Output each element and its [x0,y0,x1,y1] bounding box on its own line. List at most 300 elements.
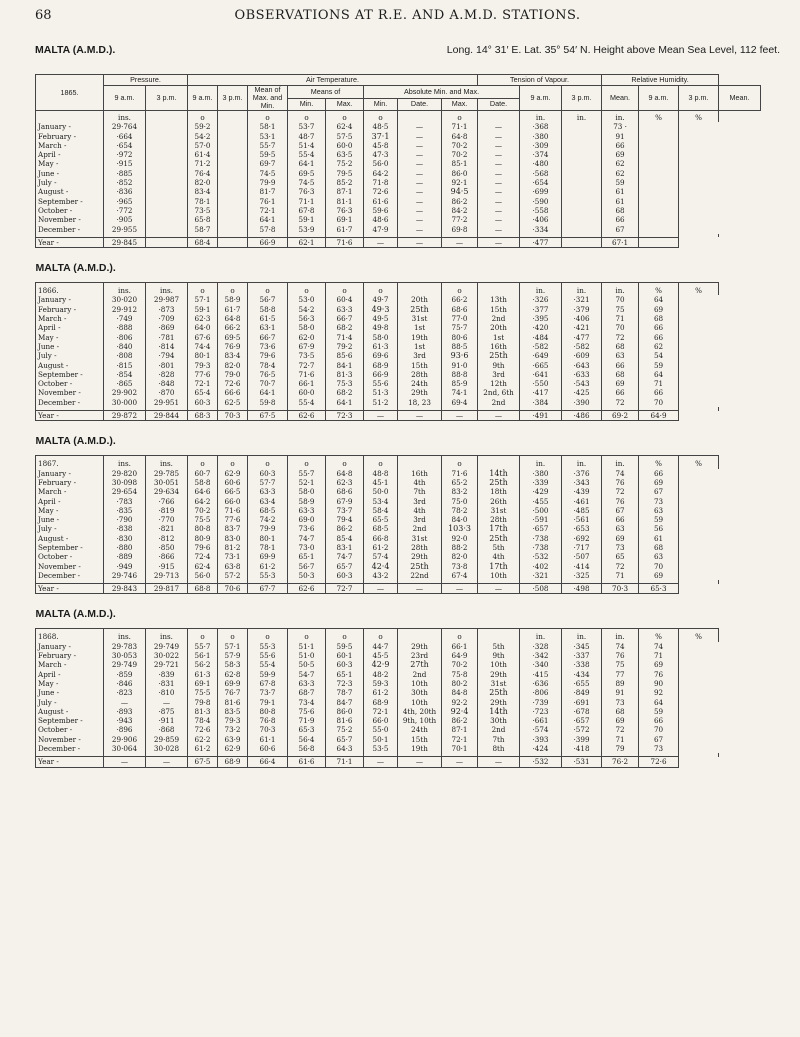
humidity-pm-header: 3 p.m. [679,86,719,111]
data-cell [146,159,188,168]
data-cell: 76·8 [248,716,288,725]
total-cell: 29·843 [104,584,146,594]
data-cell: 29·955 [104,225,146,234]
unit-cell: % [679,632,719,641]
data-cell: ·770 [146,515,188,524]
data-cell: ·402 [520,562,562,571]
data-cell: 75·5 [188,688,218,697]
table-row [36,122,780,131]
data-cell: 45·8 [364,141,398,150]
data-cell: 29·713 [146,571,188,580]
total-cell: ·531 [562,757,602,767]
data-cell: ·868 [146,725,188,734]
total-cell: — [442,237,478,247]
total-cell [218,237,248,247]
data-cell: ·749 [104,314,146,323]
data-cell: 23rd [398,651,442,660]
data-cell: 77 [602,670,639,679]
data-cell: 89 [602,679,639,688]
data-cell: 59·2 [188,122,218,131]
data-cell: 16th [478,342,520,351]
table-body [36,111,780,768]
table-row [36,562,780,571]
data-cell: — [398,132,442,141]
total-cell: 67·1 [602,237,639,247]
unit-cell: ins. [146,632,188,641]
data-cell: ·840 [104,342,146,351]
data-cell: 75·3 [326,379,364,388]
data-cell: ·636 [520,679,562,688]
data-cell: 30th [398,688,442,697]
data-cell: 60·6 [248,744,288,753]
data-cell: 79·3 [218,716,248,725]
table-row [36,716,780,725]
data-cell: 76 [602,651,639,660]
data-cell: 60·3 [326,571,364,580]
data-cell: 58·8 [248,305,288,314]
total-cell: — [364,757,398,767]
data-cell: 94·5 [442,187,478,196]
data-cell: ·717 [562,543,602,552]
data-cell: 29·902 [104,388,146,397]
unit-cell: ins. [104,632,146,641]
data-cell [639,206,679,215]
data-cell: 10th [478,660,520,669]
data-cell: 66·0 [218,497,248,506]
data-cell: ·836 [104,187,146,196]
means-of-header: Means of [288,86,364,99]
data-cell: 69 [602,150,639,159]
data-cell: 64·6 [188,487,218,496]
tension-mean-header: Mean. [602,86,639,111]
data-cell [639,169,679,178]
data-cell: 85·4 [326,534,364,543]
table-row [36,670,780,679]
table-row [36,370,780,379]
data-cell: ·661 [520,716,562,725]
data-cell: 91 [602,688,639,697]
data-cell: ·849 [562,688,602,697]
month-label: October - [36,379,104,388]
data-cell: 59 [639,361,679,370]
data-cell: 69 [602,379,639,388]
data-cell: — [478,225,520,234]
data-cell: 92·0 [442,534,478,543]
data-cell: 60·7 [188,469,218,478]
month-label: April - [36,497,104,506]
data-cell: ·846 [104,679,146,688]
total-cell: ·532 [520,757,562,767]
data-cell: ·377 [520,305,562,314]
data-cell: 83·5 [218,707,248,716]
data-cell: 70 [602,295,639,304]
data-cell: 49·3 [364,305,398,314]
total-cell: — [104,757,146,767]
data-cell: ·609 [562,351,602,360]
data-cell: 66 [602,141,639,150]
data-cell: 65·5 [364,515,398,524]
table-row [36,379,780,388]
data-cell: ·484 [520,333,562,342]
section-station-title: MALTA (A.M.D.). [35,435,116,448]
month-label: June - [36,169,104,178]
data-cell: 63·3 [326,305,364,314]
data-cell: 88·8 [442,370,478,379]
data-cell: 59·9 [248,670,288,679]
data-cell: 79·6 [248,351,288,360]
data-cell: ·395 [520,314,562,323]
data-cell: 79·4 [326,515,364,524]
data-cell [639,159,679,168]
data-cell: 3rd [398,351,442,360]
data-cell [218,206,248,215]
station-name: MALTA (A.M.D.). [35,44,116,56]
month-label: June - [36,688,104,697]
total-cell: 66·4 [248,757,288,767]
data-cell: ·766 [146,497,188,506]
data-cell: 75·7 [442,323,478,332]
data-cell: 60·3 [248,469,288,478]
data-cell: 69·9 [248,552,288,561]
total-cell: 68·9 [218,757,248,767]
data-cell: 62·5 [218,398,248,407]
data-cell: — [398,225,442,234]
data-cell: 53·5 [364,744,398,753]
unit-cell [218,113,248,122]
data-cell: 49·7 [364,295,398,304]
data-cell [218,159,248,168]
unit-cell: in. [562,113,602,122]
data-cell: 2nd [478,725,520,734]
data-cell: 30th [478,716,520,725]
data-cell: 62·3 [326,478,364,487]
units-row [36,286,780,295]
data-cell: 48·6 [364,215,398,224]
data-cell: ·972 [104,150,146,159]
data-cell: 1st [478,333,520,342]
data-cell: — [478,159,520,168]
data-cell: 61·2 [364,688,398,697]
data-cell: 69 [639,660,679,669]
data-cell: 91·0 [442,361,478,370]
data-cell: 76·9 [218,342,248,351]
data-cell: 37·1 [364,132,398,141]
data-cell: 51·2 [364,398,398,407]
total-cell: 62·6 [288,411,326,421]
total-cell: ·491 [520,411,562,421]
data-cell: 64 [639,370,679,379]
month-label: August - [36,361,104,370]
data-cell: 55·7 [248,141,288,150]
data-cell: 61 [602,197,639,206]
data-cell: 55·6 [248,651,288,660]
unit-cell: o [288,113,326,122]
data-cell: 54 [639,351,679,360]
data-cell: 70·2 [188,506,218,515]
data-cell: ·739 [520,698,562,707]
data-cell: 65·7 [326,735,364,744]
unit-cell: % [639,286,679,295]
pressure-pm-header: 3 p.m. [146,86,188,111]
total-cell: — [442,411,478,421]
data-cell: 68 [602,206,639,215]
data-cell: 57·1 [188,295,218,304]
data-cell: 62 [602,159,639,168]
data-cell [562,169,602,178]
data-cell: — [478,178,520,187]
data-cell: 60·3 [188,398,218,407]
data-cell: 55·3 [248,642,288,651]
data-cell: 70·2 [442,660,478,669]
total-cell: — [398,411,442,421]
data-cell: 57·2 [218,571,248,580]
data-cell: 45·1 [364,478,398,487]
year-label: Year - [36,411,104,421]
month-label: September - [36,197,104,206]
data-cell: 76 [602,497,639,506]
abs-max-header: Max. [442,98,478,111]
data-cell: ·368 [520,122,562,131]
unit-cell [398,286,442,295]
month-label: January - [36,642,104,651]
data-cell: 57·0 [188,141,218,150]
data-cell: 25th [478,478,520,487]
data-cell [639,197,679,206]
data-cell: 8th [478,744,520,753]
data-cell: 49·5 [364,314,398,323]
data-cell: 17th [478,562,520,571]
unit-cell: o [326,632,364,641]
data-cell: 65·8 [188,215,218,224]
data-cell: 29·785 [146,469,188,478]
data-cell: 25th [398,305,442,314]
data-cell: 76·3 [288,187,326,196]
data-cell: 69 [602,534,639,543]
data-cell: 47·3 [364,150,398,159]
data-cell: ·850 [146,543,188,552]
total-cell: ·508 [520,584,562,594]
data-cell [639,187,679,196]
data-cell: 3rd [478,370,520,379]
data-cell: 29·634 [146,487,188,496]
table-row [36,169,780,178]
total-cell [639,237,679,247]
data-cell: 71 [602,571,639,580]
data-cell: 70·3 [248,725,288,734]
data-cell: 81·2 [218,543,248,552]
table-row [36,487,780,496]
data-cell: ·709 [146,314,188,323]
unit-cell: o [326,286,364,295]
abs-max-date-header: Date. [478,98,520,111]
data-cell: ·591 [520,515,562,524]
data-cell [146,215,188,224]
month-label: November - [36,388,104,397]
data-cell: 72·6 [188,725,218,734]
data-cell: 69·5 [218,333,248,342]
data-cell: 80·6 [442,333,478,342]
data-cell: ·338 [562,660,602,669]
data-cell [146,197,188,206]
data-cell: 66 [639,716,679,725]
data-cell: 72·6 [218,379,248,388]
data-cell: 59·1 [188,305,218,314]
unit-cell: o [248,113,288,122]
data-cell: ·873 [146,305,188,314]
data-cell: 61·4 [188,150,218,159]
data-cell: — [478,122,520,131]
table-row [36,478,780,487]
data-cell: 72·6 [364,187,398,196]
data-cell: 69 [639,571,679,580]
data-cell: 77·2 [442,215,478,224]
data-cell: 61·1 [248,735,288,744]
data-cell [562,132,602,141]
data-cell: 66·7 [248,333,288,342]
data-cell: 30·000 [104,398,146,407]
data-cell: 83·4 [188,187,218,196]
data-cell: 84·8 [442,688,478,697]
data-cell: 65·4 [188,388,218,397]
data-cell: — [478,197,520,206]
data-cell: ·896 [104,725,146,734]
data-cell: 69·6 [364,351,398,360]
data-cell: ·692 [562,534,602,543]
unit-cell: in. [602,632,639,641]
unit-cell [478,632,520,641]
data-cell: ·641 [520,370,562,379]
data-cell: 68 [639,314,679,323]
total-cell [562,237,602,247]
data-cell: 10th [398,698,442,707]
data-cell: 70·2 [442,141,478,150]
data-cell: 85·6 [326,351,364,360]
year-header: 1865. [36,75,104,111]
year-total-row [36,237,780,247]
data-cell: 92·2 [442,698,478,707]
year-total-row [36,584,780,594]
data-cell [639,141,679,150]
data-cell: 80·8 [248,707,288,716]
unit-cell: o [288,459,326,468]
data-cell: 66·1 [442,642,478,651]
data-cell: 73·2 [218,725,248,734]
temp-pm-header: 3 p.m. [218,86,248,111]
data-cell: 70 [639,562,679,571]
data-cell: ·420 [520,323,562,332]
data-cell: 83·1 [326,543,364,552]
data-cell: 31st [398,534,442,543]
data-cell: 76·7 [218,688,248,697]
data-cell [639,132,679,141]
table-row [36,660,780,669]
data-cell: 69·0 [288,515,326,524]
table-row [36,342,780,351]
data-cell: ·643 [562,361,602,370]
data-cell: 55·4 [288,398,326,407]
year-label: Year - [36,757,104,767]
month-label: July - [36,351,104,360]
unit-cell: o [364,632,398,641]
data-cell: 70 [639,398,679,407]
table-row [36,150,780,159]
data-cell [639,215,679,224]
data-cell: 29·820 [104,469,146,478]
data-cell: 2nd [478,314,520,323]
data-cell: 68·9 [364,361,398,370]
data-cell: 25th [478,534,520,543]
total-cell: 71·1 [326,757,364,767]
data-cell: 73·8 [442,562,478,571]
month-label: May - [36,679,104,688]
data-cell: 55·7 [188,642,218,651]
data-cell: 79·2 [326,342,364,351]
data-cell: 81·3 [188,707,218,716]
data-cell: ·691 [562,698,602,707]
data-cell: 73·5 [288,351,326,360]
table-row [36,206,780,215]
total-cell: 68·3 [188,411,218,421]
unit-cell: o [218,632,248,641]
total-cell: — [478,757,520,767]
data-cell: ·343 [562,478,602,487]
unit-cell: in. [562,459,602,468]
data-cell: 62·4 [188,562,218,571]
data-cell: 90 [639,679,679,688]
data-cell: 65·3 [288,725,326,734]
table-row [36,305,780,314]
data-cell: 88·5 [442,342,478,351]
unit-cell: o [364,113,398,122]
data-cell: 82·0 [218,361,248,370]
data-cell: 15th [478,305,520,314]
data-cell: 50·3 [288,571,326,580]
data-cell: 72 [602,398,639,407]
data-cell [562,215,602,224]
data-cell: 83·4 [218,351,248,360]
data-cell: 69 [639,478,679,487]
data-cell: 74·5 [248,169,288,178]
section-year: 1866. [36,286,104,295]
data-cell: ·808 [104,351,146,360]
data-cell: 56·3 [288,314,326,323]
data-cell: ·421 [562,323,602,332]
data-cell: 29·654 [104,487,146,496]
data-cell: 93·6 [442,351,478,360]
data-cell: 74·4 [188,342,218,351]
data-cell: 68·9 [364,698,398,707]
data-cell: 78·4 [188,716,218,725]
total-cell: 62·6 [288,584,326,594]
month-label: October - [36,552,104,561]
data-cell: 81·6 [326,716,364,725]
table-row [36,552,780,561]
station-subtitle [35,44,780,56]
unit-cell [478,113,520,122]
data-cell: 72·1 [248,206,288,215]
data-cell: 64·1 [326,398,364,407]
data-cell: 31st [398,314,442,323]
data-cell: 10th [398,679,442,688]
total-cell: — [478,584,520,594]
data-cell: 71·1 [442,122,478,131]
table-row [36,159,780,168]
data-cell: ·326 [520,295,562,304]
abs-min-max-header: Absolute Min. and Max. [364,86,520,99]
total-cell: 29·845 [104,237,146,247]
data-cell: 79·9 [248,178,288,187]
year-total-row [36,757,780,767]
